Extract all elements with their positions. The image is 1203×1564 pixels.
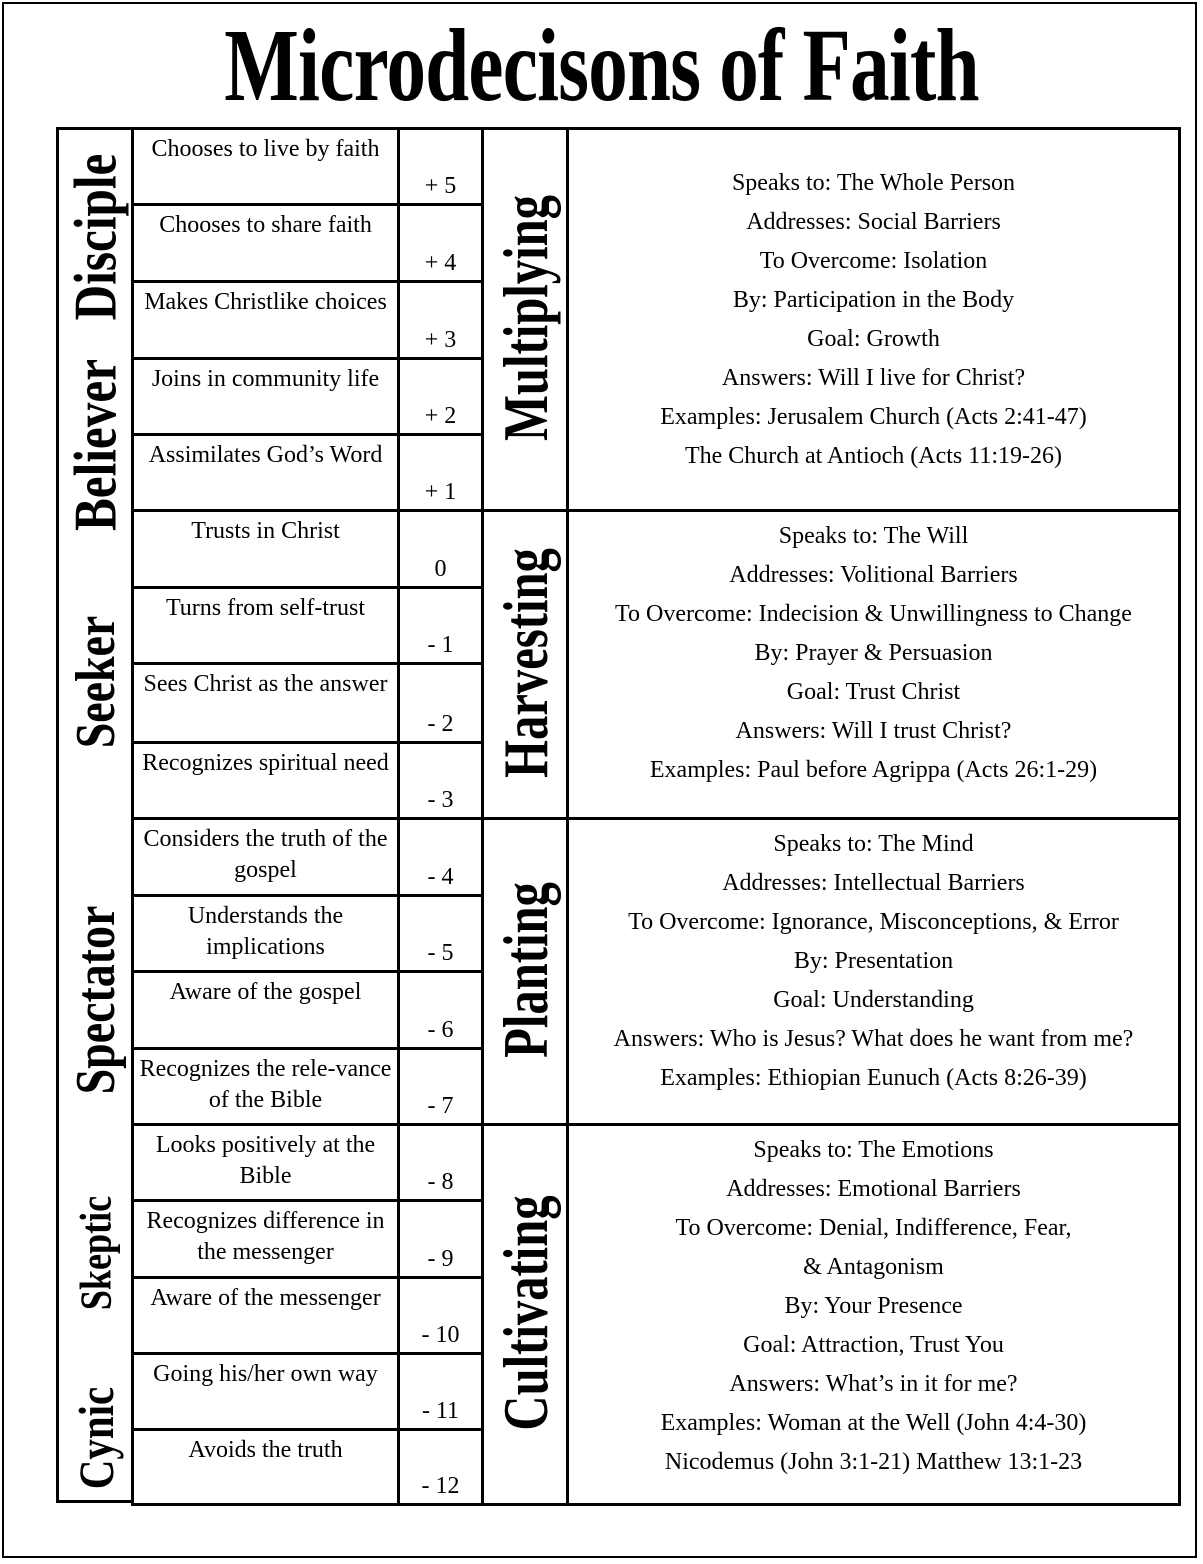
stage-description-line: By: Your Presence bbox=[784, 1293, 963, 1319]
stage-description-line: Examples: Ethiopian Eunuch (Acts 8:26-39) bbox=[660, 1065, 1087, 1091]
stage-label-multiplying: Multiplying bbox=[489, 195, 561, 441]
decision-cell: Sees Christ as the answer bbox=[131, 662, 400, 744]
decision-cell: Joins in community life bbox=[131, 357, 400, 436]
stage-description-cultivating bbox=[566, 1123, 1181, 1506]
decision-cell: Aware of the messenger bbox=[131, 1276, 400, 1355]
stage-label-planting: Planting bbox=[489, 882, 561, 1058]
decision-cell: Assimilates God’s Word bbox=[131, 433, 400, 512]
score-cell: - 12 bbox=[397, 1428, 484, 1506]
decision-cell: Chooses to share faith bbox=[131, 203, 400, 283]
score-cell: - 11 bbox=[397, 1352, 484, 1431]
stage-description-line: By: Prayer & Persuasion bbox=[754, 640, 993, 666]
group-label-skeptic: Skeptic bbox=[71, 1195, 120, 1311]
score-cell: - 8 bbox=[397, 1123, 484, 1202]
group-label-seeker: Seeker bbox=[64, 615, 127, 749]
decision-cell: Chooses to live by faith bbox=[131, 127, 400, 206]
score-cell: - 3 bbox=[397, 741, 484, 820]
stage-description-line: Answers: Will I live for Christ? bbox=[721, 365, 1026, 391]
stage-description-line: Addresses: Volitional Barriers bbox=[729, 562, 1018, 588]
stage-description-planting bbox=[566, 817, 1181, 1126]
decision-cell: Understands the implications bbox=[131, 894, 400, 973]
stage-description-line: By: Participation in the Body bbox=[732, 287, 1015, 313]
score-cell: + 3 bbox=[397, 280, 484, 360]
score-cell: - 7 bbox=[397, 1047, 484, 1126]
stage-description-line: Examples: Woman at the Well (John 4:4-30) bbox=[660, 1410, 1087, 1436]
score-cell: - 2 bbox=[397, 662, 484, 744]
stage-label-cultivating: Cultivating bbox=[489, 1195, 561, 1431]
decision-cell: Aware of the gospel bbox=[131, 970, 400, 1050]
stage-description-line: Nicodemus (John 3:1-21) Matthew 13:1-23 bbox=[664, 1449, 1083, 1475]
stage-description-line: Answers: Will I trust Christ? bbox=[735, 718, 1012, 744]
score-cell: - 9 bbox=[397, 1199, 484, 1279]
score-cell: + 2 bbox=[397, 357, 484, 436]
stage-description-line: Goal: Growth bbox=[807, 326, 940, 352]
decision-cell: Considers the truth of the gospel bbox=[131, 817, 400, 897]
group-label-disciple: Disciple bbox=[62, 153, 128, 321]
stage-description-line: & Antagonism bbox=[803, 1254, 944, 1280]
stage-description-multiplying bbox=[566, 127, 1181, 512]
stage-description-line: Examples: Jerusalem Church (Acts 2:41-47) bbox=[660, 404, 1087, 430]
group-label-believer: Believer bbox=[62, 358, 128, 532]
stage-description-line: Goal: Trust Christ bbox=[786, 679, 961, 705]
stage-description-line: Goal: Attraction, Trust You bbox=[743, 1332, 1004, 1358]
stage-description-line: Goal: Understanding bbox=[773, 987, 974, 1013]
stage-description-line: Addresses: Social Barriers bbox=[746, 209, 1001, 235]
decision-cell: Makes Christlike choices bbox=[131, 280, 400, 360]
stage-label-harvesting: Harvesting bbox=[489, 548, 561, 778]
decision-cell: Trusts in Christ bbox=[131, 509, 400, 589]
stage-description-line: Speaks to: The Will bbox=[778, 523, 969, 549]
stage-description-line: To Overcome: Indecision & Unwillingness to Change bbox=[615, 601, 1132, 627]
stage-description-line: Addresses: Intellectual Barriers bbox=[722, 870, 1025, 896]
decision-cell: Going his/her own way bbox=[131, 1352, 400, 1431]
stage-description-line: Speaks to: The Mind bbox=[773, 831, 974, 857]
score-cell: - 4 bbox=[397, 817, 484, 897]
stage-description-line: Speaks to: The Whole Person bbox=[731, 170, 1016, 196]
group-label-cynic: Cynic bbox=[67, 1386, 124, 1490]
decision-cell: Looks positively at the Bible bbox=[131, 1123, 400, 1202]
score-cell: + 5 bbox=[397, 127, 484, 206]
stage-description-line: By: Presentation bbox=[793, 948, 954, 974]
decision-cell: Avoids the truth bbox=[131, 1428, 400, 1506]
stage-description-line: Examples: Paul before Agrippa (Acts 26:1-29) bbox=[649, 757, 1098, 783]
score-cell: + 4 bbox=[397, 203, 484, 283]
decision-cell: Turns from self-trust bbox=[131, 586, 400, 665]
stage-description-line: To Overcome: Ignorance, Misconceptions, & Error bbox=[628, 909, 1119, 935]
stage-description-harvesting bbox=[566, 509, 1181, 820]
score-cell: + 1 bbox=[397, 433, 484, 512]
stage-description-line: Answers: What’s in it for me? bbox=[729, 1371, 1018, 1397]
score-cell: - 5 bbox=[397, 894, 484, 973]
score-cell: 0 bbox=[397, 509, 484, 589]
page-title: Microdecisons of Faith bbox=[224, 8, 979, 123]
stage-description-line: Addresses: Emotional Barriers bbox=[726, 1176, 1021, 1202]
score-cell: - 6 bbox=[397, 970, 484, 1050]
stage-description-line: Answers: Who is Jesus? What does he want from me? bbox=[613, 1026, 1134, 1052]
score-cell: - 1 bbox=[397, 586, 484, 665]
group-label-spectator: Spectator bbox=[64, 905, 127, 1095]
stage-description-line: To Overcome: Denial, Indifference, Fear, bbox=[675, 1215, 1072, 1241]
stage-description-line: To Overcome: Isolation bbox=[759, 248, 988, 274]
stage-description-line: Speaks to: The Emotions bbox=[753, 1137, 994, 1163]
decision-cell: Recognizes difference in the messenger bbox=[131, 1199, 400, 1279]
decision-cell: Recognizes spiritual need bbox=[131, 741, 400, 820]
score-cell: - 10 bbox=[397, 1276, 484, 1355]
decision-cell: Recognizes the rele-vance of the Bible bbox=[131, 1047, 400, 1126]
stage-description-line: The Church at Antioch (Acts 11:19-26) bbox=[684, 443, 1063, 469]
